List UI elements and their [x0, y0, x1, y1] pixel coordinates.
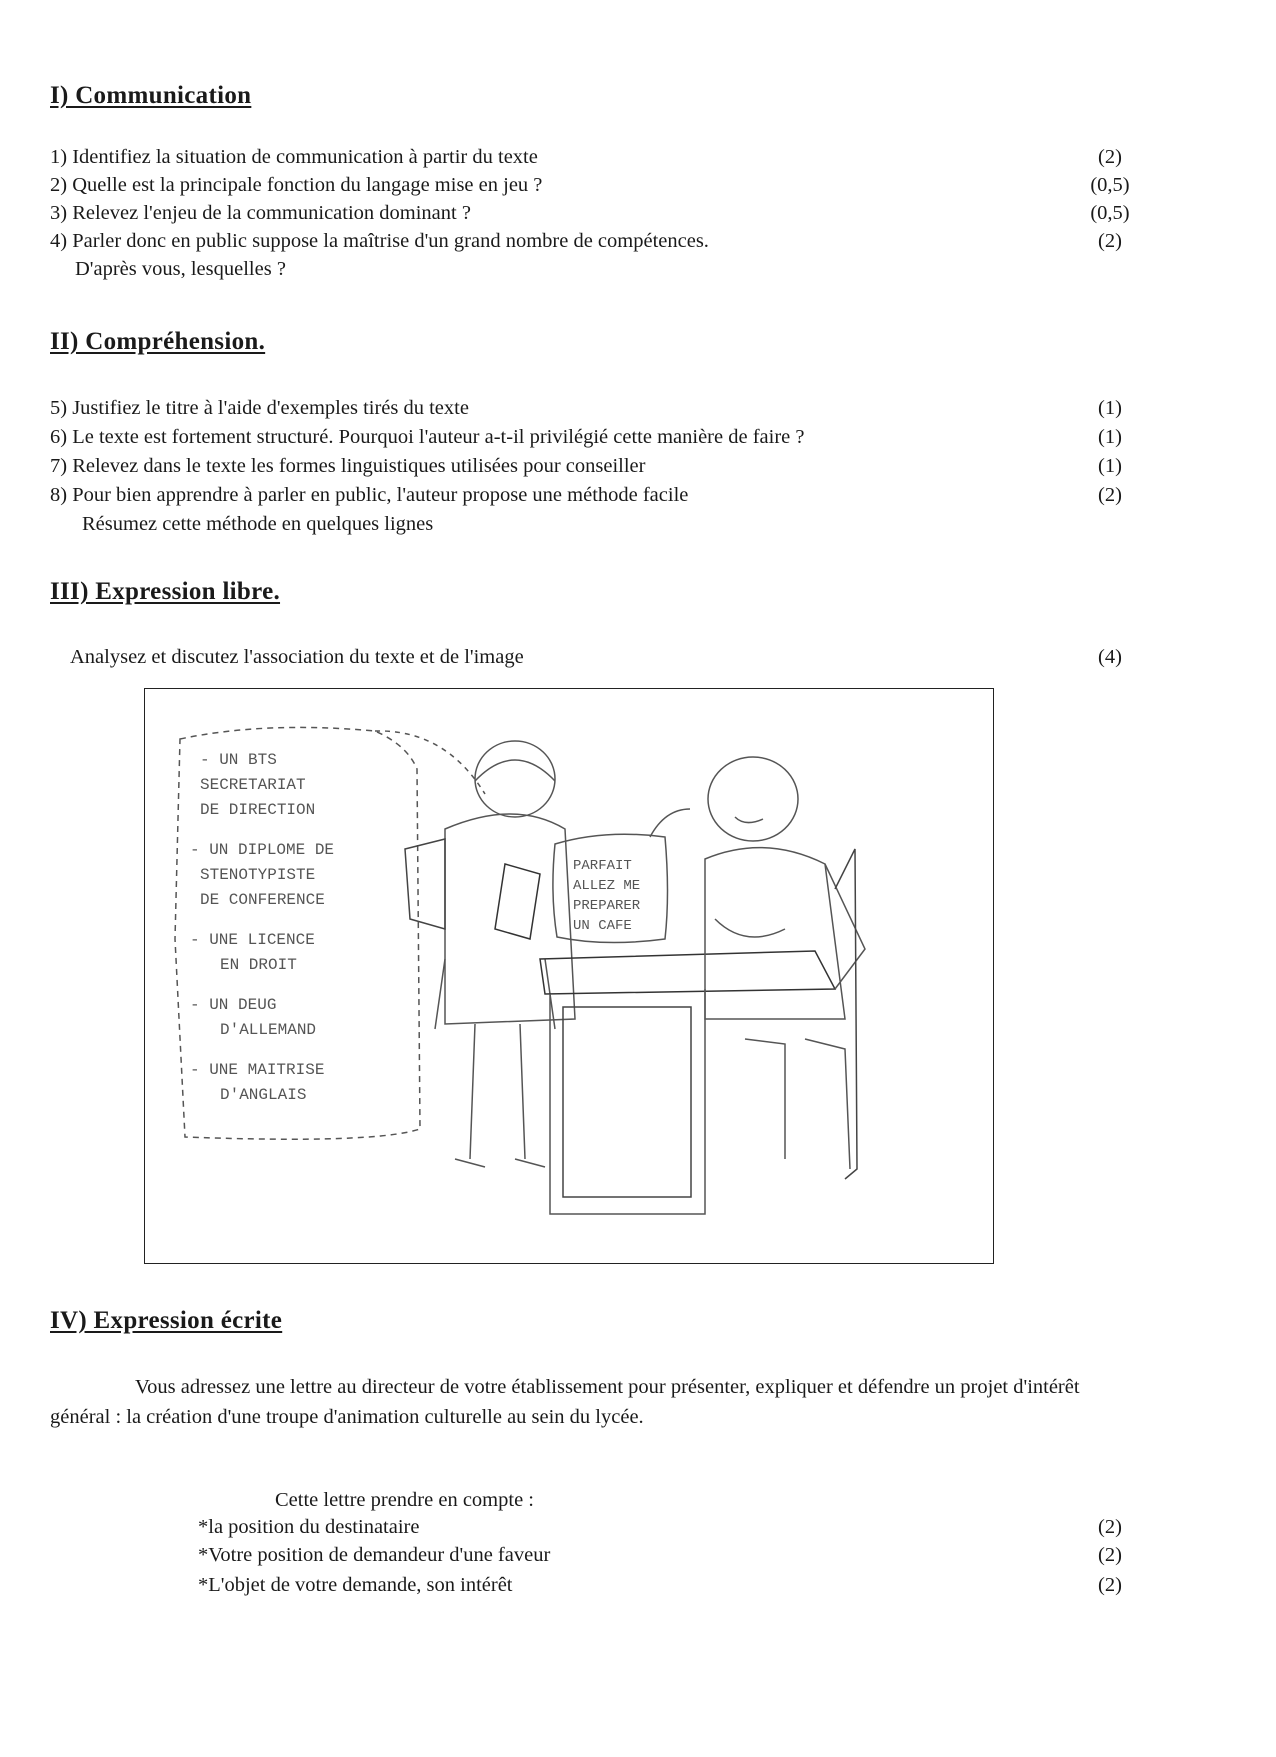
chair [835, 849, 857, 1179]
left-bubble-line: DE DIRECTION [200, 801, 316, 819]
question-points: (2) [1098, 484, 1122, 506]
left-bubble-line: STENOTYPISTE [200, 866, 316, 884]
left-bubble-line: EN DROIT [220, 956, 297, 974]
instruction-image [70, 643, 1140, 671]
left-bubble-line: - UNE MAITRISE [190, 1061, 325, 1079]
left-bubble-line: D'ALLEMAND [220, 1021, 317, 1039]
question-text: 6) Le texte est fortement structuré. Pourquoi l'auteur a-t-il privilégié cette manière de faire ? [50, 426, 805, 448]
instruction-points: (4) [1098, 646, 1122, 668]
question-8 [50, 481, 1140, 509]
left-bubble-line: - UN BTS [200, 751, 277, 769]
section-title-expression-ecrite: IV) Expression écrite [50, 1307, 283, 1334]
question-points: (1) [1098, 426, 1122, 448]
question-points: (0,5) [1090, 202, 1130, 224]
question-text: 1) Identifiez la situation de communication à partir du texte [50, 146, 538, 168]
question-4-continuation: D'après vous, lesquelles ? [75, 258, 286, 280]
criterion-text: *L'objet de votre demande, son intérêt [198, 1574, 513, 1596]
left-bubble-line: SECRETARIAT [200, 776, 306, 794]
criterion-points: (2) [1098, 1544, 1122, 1566]
cartoon-image [144, 688, 994, 1264]
criterion-text: *la position du destinataire [198, 1516, 420, 1538]
question-points: (0,5) [1090, 174, 1130, 196]
criterion-text: *Votre position de demandeur d'une faveur [198, 1544, 551, 1566]
left-bubble-line: DE CONFERENCE [200, 891, 325, 909]
woman-head [475, 741, 555, 817]
question-text: 5) Justifiez le titre à l'aide d'exemples tirés du texte [50, 397, 469, 419]
criterion-points: (2) [1098, 1574, 1122, 1596]
question-points: (1) [1098, 397, 1122, 419]
right-bubble-line: PREPARER [573, 898, 641, 914]
man-head [708, 757, 798, 841]
section-title-comprehension: II) Compréhension. [50, 328, 266, 355]
question-points: (2) [1098, 146, 1122, 168]
question-3 [50, 199, 1140, 227]
right-bubble-line: UN CAFE [573, 918, 632, 934]
question-2 [50, 171, 1140, 199]
question-8-continuation: Résumez cette méthode en quelques lignes [82, 513, 434, 535]
question-7 [50, 452, 1140, 480]
left-bubble-line: - UN DIPLOME DE [190, 841, 335, 859]
question-text: 3) Relevez l'enjeu de la communication dominant ? [50, 202, 471, 224]
question-6 [50, 423, 1140, 451]
question-text: 2) Quelle est la principale fonction du langage mise en jeu ? [50, 174, 543, 196]
criterion-1 [198, 1513, 1140, 1541]
question-points: (1) [1098, 455, 1122, 477]
desk [540, 951, 835, 994]
writing-prompt: Vous adressez une lettre au directeur de votre établissement pour présenter, expliquer et défendre un projet d'intérêt général : la création d'une troupe d'animation culturelle au sein du lycée. [50, 1376, 1080, 1428]
question-1 [50, 143, 1140, 171]
question-4 [50, 227, 1140, 255]
criterion-3 [198, 1571, 1140, 1599]
question-points: (2) [1098, 230, 1122, 252]
question-5 [50, 394, 1140, 422]
criterion-2 [198, 1541, 1140, 1569]
question-text: 7) Relevez dans le texte les formes linguistiques utilisées pour conseiller [50, 455, 646, 477]
left-bubble-line: - UN DEUG [190, 996, 277, 1014]
right-bubble-line: PARFAIT [573, 858, 632, 874]
section-title-expression-libre: III) Expression libre. [50, 578, 281, 605]
woman-legs [470, 1024, 525, 1159]
instruction-text: Analysez et discutez l'association du texte et de l'image [70, 646, 524, 668]
question-text: 4) Parler donc en public suppose la maîtrise d'un grand nombre de compétences. [50, 230, 709, 252]
left-bubble-line: D'ANGLAIS [220, 1086, 307, 1104]
section-title-communication: I) Communication [50, 82, 252, 109]
criterion-points: (2) [1098, 1516, 1122, 1538]
criteria-intro: Cette lettre prendre en compte : [275, 1489, 534, 1511]
right-bubble-line: ALLEZ ME [573, 878, 641, 894]
question-text: 8) Pour bien apprendre à parler en public, l'auteur propose une méthode facile [50, 484, 689, 506]
left-bubble-line: - UNE LICENCE [190, 931, 315, 949]
